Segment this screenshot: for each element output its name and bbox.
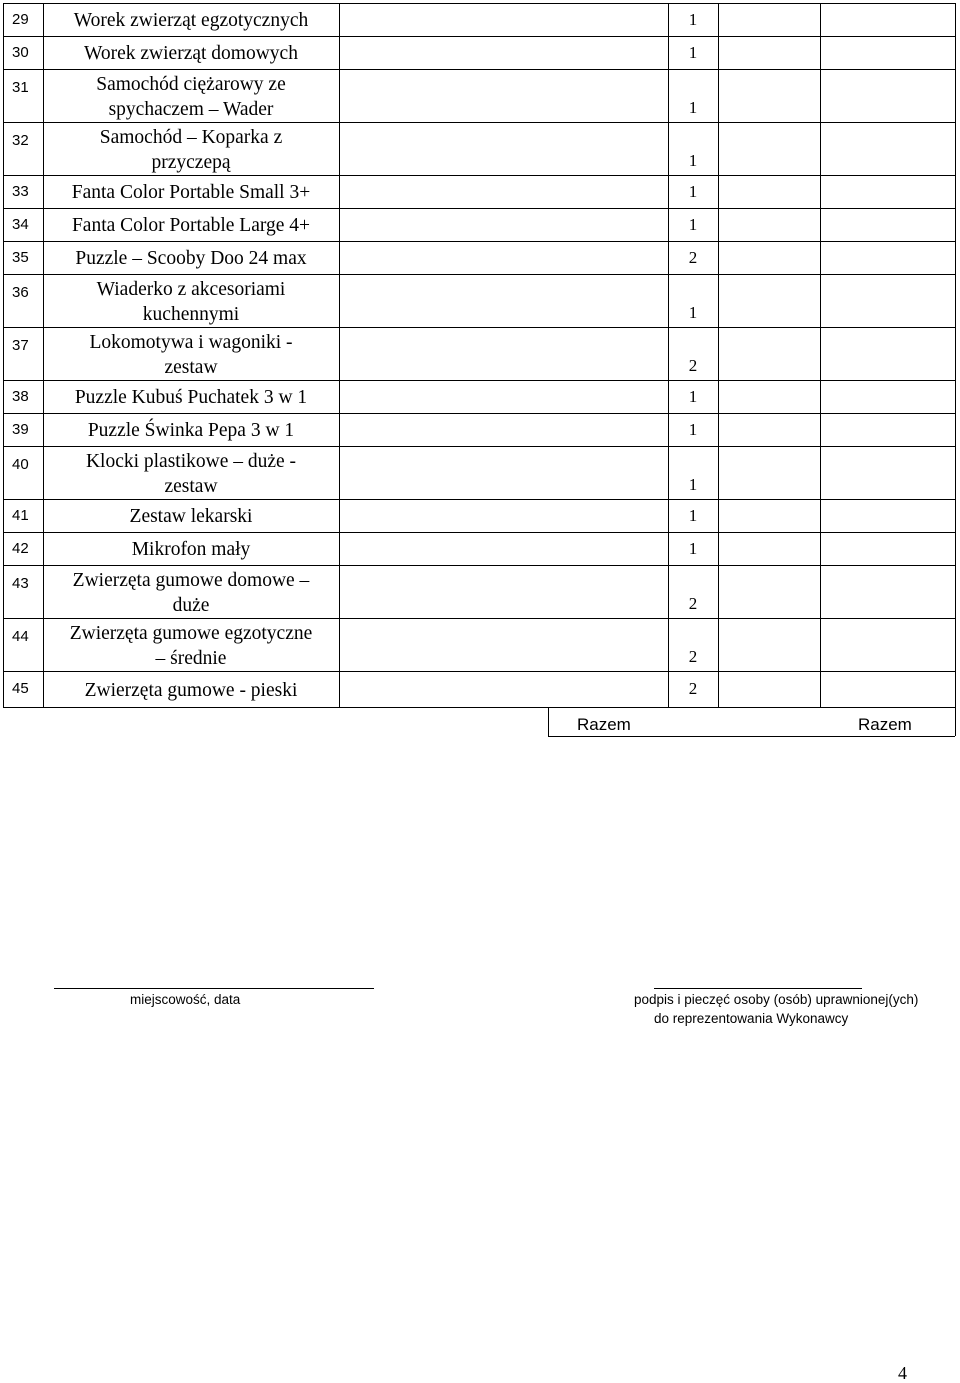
row-number: 45 xyxy=(12,680,29,697)
signature-line xyxy=(54,988,374,989)
table-rule xyxy=(3,499,955,500)
item-name xyxy=(43,418,339,443)
row-number: 40 xyxy=(12,456,29,473)
row-number: 39 xyxy=(12,420,29,438)
table-rule xyxy=(3,274,955,275)
table-rule xyxy=(3,208,955,209)
item-name-line: przyczepą xyxy=(151,151,231,173)
item-name-line: kuchennymi xyxy=(142,303,240,325)
item-name xyxy=(43,277,339,327)
item-name-line: Samochód ciężarowy ze xyxy=(96,73,286,95)
item-name-line: Lokomotywa i wagoniki - xyxy=(89,331,293,353)
table-rule xyxy=(3,671,955,672)
item-name-line: Mikrofon mały xyxy=(131,539,251,560)
item-quantity: 2 xyxy=(688,646,698,666)
column-border xyxy=(3,3,4,707)
row-number: 41 xyxy=(12,506,29,524)
item-name-line: Fanta Color Portable Large 4+ xyxy=(71,215,311,236)
row-number: 29 xyxy=(12,10,29,28)
row-number: 36 xyxy=(12,284,29,301)
item-name-line: Fanta Color Portable Small 3+ xyxy=(71,182,311,203)
table-rule xyxy=(3,565,955,566)
item-name xyxy=(43,621,339,671)
item-quantity: 1 xyxy=(688,181,698,201)
item-name xyxy=(43,180,339,205)
table-rule xyxy=(3,327,955,328)
table-rule xyxy=(3,413,955,414)
item-name-line: spychaczem – Wader xyxy=(108,98,274,120)
place-date-caption: miejscowość, data xyxy=(130,992,241,1007)
item-name xyxy=(43,537,339,562)
item-quantity: 2 xyxy=(688,679,698,698)
table-rule xyxy=(3,618,955,619)
item-name-line: Zwierzęta gumowe domowe – xyxy=(72,569,310,591)
item-name xyxy=(43,504,339,529)
item-quantity: 1 xyxy=(688,386,698,406)
row-number: 32 xyxy=(12,132,29,149)
row-number: 31 xyxy=(12,79,29,96)
item-quantity: 1 xyxy=(688,214,698,234)
signature-caption: do reprezentowania Wykonawcy xyxy=(654,1011,849,1026)
item-name xyxy=(43,41,339,66)
item-quantity: 2 xyxy=(688,593,698,613)
item-name-line: Puzzle – Scooby Doo 24 max xyxy=(75,248,307,269)
item-quantity: 1 xyxy=(688,97,698,117)
item-name xyxy=(43,213,339,238)
table-rule xyxy=(3,175,955,176)
row-number: 34 xyxy=(12,215,29,233)
totals-border xyxy=(955,707,956,736)
item-name xyxy=(43,568,339,618)
table-rule xyxy=(3,446,955,447)
item-name xyxy=(43,246,339,271)
item-name-line: Worek zwierząt domowych xyxy=(84,43,298,64)
table-rule xyxy=(3,36,955,37)
page-number: 4 xyxy=(898,1363,907,1383)
table-rule xyxy=(3,707,955,708)
item-name xyxy=(43,385,339,410)
total-label: Razem xyxy=(858,715,912,734)
column-border xyxy=(718,3,719,707)
row-number: 42 xyxy=(12,539,29,557)
signature-line xyxy=(654,988,862,989)
item-name xyxy=(43,449,339,499)
item-name-line: Puzzle Świnka Pepa 3 w 1 xyxy=(87,420,295,441)
row-number: 43 xyxy=(12,575,29,592)
item-quantity: 1 xyxy=(688,505,698,525)
column-border xyxy=(339,3,340,707)
item-name-line: Klocki plastikowe – duże - xyxy=(85,450,297,472)
total-label: Razem xyxy=(577,715,631,734)
item-name-line: Zwierzęta gumowe - pieski xyxy=(84,679,298,701)
item-name xyxy=(43,72,339,122)
totals-rule xyxy=(548,736,955,737)
item-name xyxy=(43,678,339,703)
item-quantity: 2 xyxy=(688,247,698,267)
item-name-line: zestaw xyxy=(164,475,218,497)
table-rule xyxy=(3,241,955,242)
item-name-line: Samochód – Koparka z xyxy=(99,126,283,148)
row-number: 38 xyxy=(12,387,29,405)
item-name-line: duże xyxy=(172,594,210,616)
row-number: 37 xyxy=(12,337,29,354)
item-name xyxy=(43,125,339,175)
item-quantity: 2 xyxy=(688,355,698,375)
row-number: 44 xyxy=(12,628,29,645)
item-name xyxy=(43,8,339,33)
item-quantity: 1 xyxy=(688,302,698,322)
item-name-line: Zestaw lekarski xyxy=(129,506,253,527)
table-rule xyxy=(3,532,955,533)
totals-border xyxy=(548,707,549,736)
table-rule xyxy=(3,380,955,381)
item-quantity: 1 xyxy=(688,9,698,29)
column-border xyxy=(820,3,821,707)
item-name-line: Puzzle Kubuś Puchatek 3 w 1 xyxy=(74,387,308,408)
column-border xyxy=(955,3,956,707)
table-rule xyxy=(3,3,955,4)
item-quantity: 1 xyxy=(688,150,698,170)
item-name-line: – średnie xyxy=(155,647,227,669)
item-name-line: Zwierzęta gumowe egzotyczne xyxy=(69,622,313,644)
item-quantity: 1 xyxy=(688,474,698,494)
table-rule xyxy=(3,122,955,123)
signature-caption: podpis i pieczęć osoby (osób) uprawnionej(ych) xyxy=(634,992,919,1007)
row-number: 35 xyxy=(12,248,29,266)
item-name-line: zestaw xyxy=(164,356,218,378)
item-name-line: Wiaderko z akcesoriami xyxy=(96,278,286,300)
item-quantity: 1 xyxy=(688,419,698,439)
item-name xyxy=(43,330,339,380)
row-number: 33 xyxy=(12,182,29,200)
table-rule xyxy=(3,69,955,70)
column-border xyxy=(668,3,669,707)
item-quantity: 1 xyxy=(688,42,698,62)
row-number: 30 xyxy=(12,43,29,61)
item-name-line: Worek zwierząt egzotycznych xyxy=(73,10,309,31)
item-quantity: 1 xyxy=(688,538,698,558)
